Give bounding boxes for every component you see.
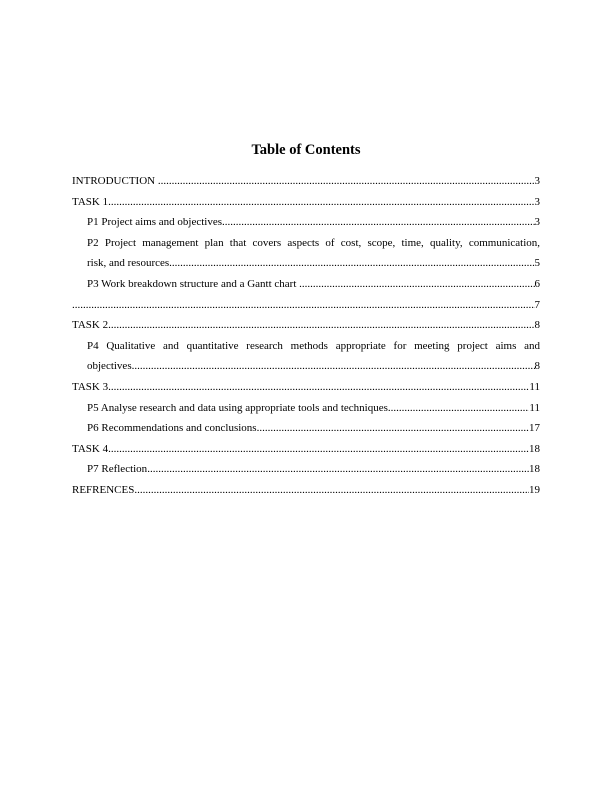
toc-entry-p3[interactable] (72, 274, 540, 295)
toc-leader-dots (108, 192, 534, 213)
toc-page-number: 3 (534, 195, 540, 208)
toc-page-number: 5 (534, 257, 540, 270)
toc-entry-task-3[interactable] (72, 377, 540, 398)
toc-page-number: 7 (534, 298, 540, 311)
toc-leader-dots (108, 315, 534, 336)
toc-entry-label: P3 Work breakdown structure and a Gantt chart (87, 277, 300, 290)
toc-leader-dots (169, 253, 534, 274)
toc-entry-references[interactable] (72, 480, 540, 501)
toc-page-number: 17 (529, 422, 540, 435)
toc-leader-dots (158, 171, 535, 192)
toc-leader-dots (72, 295, 535, 316)
toc-entry-p1[interactable] (72, 212, 540, 233)
toc-leader-dots (388, 398, 530, 419)
toc-entry-untitled[interactable] (72, 295, 540, 316)
toc-entry-label: P1 Project aims and objectives (87, 216, 223, 229)
toc-entry-label: P4 Qualitative and quantitative research methods appropriate for meeting project aims and (87, 339, 540, 352)
toc-entry-label: P7 Reflection (87, 463, 148, 476)
toc-entry-label: risk, and resources (87, 257, 170, 270)
toc-leader-dots (257, 418, 529, 439)
toc-entry-label: INTRODUCTION (72, 175, 158, 187)
toc-entry-label-continued (87, 356, 540, 377)
toc-page-number: 11 (529, 401, 540, 414)
toc-entry-p5[interactable] (72, 398, 540, 419)
toc-entry-label: TASK 2 (72, 319, 109, 332)
toc-page-number: 6 (534, 277, 540, 290)
toc-entry-label-continued (87, 253, 540, 274)
toc-leader-dots (132, 356, 535, 377)
toc-page-number: 3 (534, 216, 540, 229)
toc-entry-label: P6 Recommendations and conclusions (87, 422, 257, 435)
toc-entry-introduction[interactable] (72, 171, 540, 192)
toc-page-number: 18 (529, 463, 540, 476)
toc-page-number: 11 (529, 380, 540, 393)
toc-leader-dots (134, 480, 529, 501)
toc-entry-p6[interactable] (72, 418, 540, 439)
toc-entry-label: P2 Project management plan that covers aspects of cost, scope, time, quality, communication, (87, 236, 540, 249)
toc-leader-dots (147, 459, 529, 480)
toc-entry-p2[interactable] (72, 233, 540, 274)
toc-leader-dots (108, 439, 529, 460)
toc-entry-task-4[interactable] (72, 439, 540, 460)
toc-entry-label: TASK 1 (72, 195, 109, 208)
toc-page-number: 8 (534, 319, 540, 332)
toc-entry-label: objectives (87, 360, 132, 373)
toc-entry-label: TASK 3 (72, 380, 109, 393)
table-of-contents (72, 171, 540, 501)
toc-page-number: 3 (534, 175, 540, 187)
toc-entry-label: P5 Analyse research and data using appropriate tools and techniques (87, 401, 388, 414)
toc-page-number: 8 (534, 360, 540, 373)
toc-entry-task-1[interactable] (72, 192, 540, 213)
toc-leader-dots (299, 274, 534, 295)
toc-page-number: 18 (529, 442, 540, 455)
toc-title: Table of Contents (251, 142, 361, 158)
toc-entry-label: TASK 4 (72, 442, 109, 455)
toc-leader-dots (108, 377, 529, 398)
toc-entry-task-2[interactable] (72, 315, 540, 336)
toc-entry-label: REFRENCES (72, 483, 135, 496)
toc-entry-p4[interactable] (72, 336, 540, 377)
toc-entry-p7[interactable] (72, 459, 540, 480)
toc-leader-dots (222, 212, 534, 233)
toc-page-number: 19 (529, 483, 540, 496)
